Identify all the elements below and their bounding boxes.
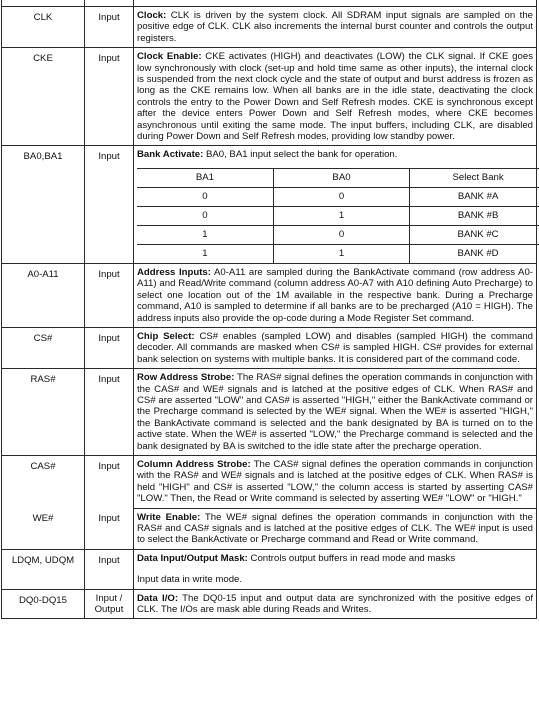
bank-cell: 0	[137, 206, 273, 225]
bank-table-row	[137, 187, 539, 206]
bank-table-row	[137, 225, 539, 244]
table-row-ras	[2, 369, 537, 456]
description-term: Clock:	[137, 10, 167, 21]
description-term: Row Address Strobe:	[137, 372, 235, 384]
pin-description	[134, 48, 537, 146]
table-row-address	[2, 263, 537, 327]
description-text: The DQ0-15 input and output data are synchronized with the positive edges of CLK. The I/Os are mask able during Reads and Writes.	[137, 592, 533, 616]
description-text: Controls output buffers in read mode and masks	[247, 552, 456, 564]
bank-cell: BANK #D	[410, 244, 539, 263]
bank-select-table	[137, 168, 539, 263]
description-text: BA0, BA1 input select the bank for operation.	[203, 149, 398, 161]
description-term: Write Enable:	[137, 511, 201, 523]
table-row-cke	[2, 48, 537, 146]
bank-cell: 0	[273, 225, 409, 244]
pin-type: Input	[85, 7, 134, 48]
description-term: Data Input/Output Mask:	[137, 552, 248, 564]
bank-cell: 1	[137, 225, 273, 244]
table-row-cs	[2, 327, 537, 368]
description-text: The CAS# signal defines the operation commands in conjunction with the RAS# and WE# signals and is latched at the positive edges of CLK. When RAS# is held "HIGH" and CS# is asserted "LOW," the column access is started by asserting CAS# "LOW." Then, the Read or Write command is selected by asserting WE# "LOW" or "HIGH."	[137, 458, 533, 505]
pin-name: WE#	[2, 508, 85, 549]
description-term: Chip Select:	[137, 330, 195, 342]
description-text: CS# enables (sampled LOW) and disables (sampled HIGH) the command decoder. All commands are masked when CS# is sampled HIGH. CS# provides for external bank selection on systems with multiple banks. It is considered part of the command code.	[137, 330, 533, 365]
bank-cell: 1	[273, 206, 409, 225]
pin-name: LDQM, UDQM	[2, 549, 85, 589]
pin-description	[134, 263, 537, 327]
description-text: CLK is driven by the system clock. All SDRAM input signals are sampled on the positive edge of CLK. CLK also increments the internal burst counter and controls the output registers.	[137, 10, 533, 44]
pin-name: A0-A11	[2, 263, 85, 327]
table-row-cas	[2, 455, 537, 508]
pin-description-table	[1, 0, 537, 619]
description-text-2: Input data in write mode.	[137, 574, 243, 586]
pin-type: Input	[85, 48, 134, 146]
pin-type: Input	[85, 455, 134, 508]
bank-cell: 1	[137, 244, 273, 263]
pin-description	[134, 369, 537, 456]
description-term: Clock Enable:	[137, 51, 202, 63]
table-row-clk	[2, 7, 537, 48]
description-term: Column Address Strobe:	[137, 458, 251, 470]
bank-cell: BANK #A	[410, 187, 539, 206]
bank-cell: 1	[273, 244, 409, 263]
pin-type: Input	[85, 327, 134, 368]
pin-name: CKE	[2, 48, 85, 146]
description-text: The WE# signal defines the operation commands in conjunction with the RAS# and CAS# signals and is latched at the positive edges of CLK. The WE# input is used to select the BankActivate or Precharge command and Read or Write command.	[137, 511, 533, 546]
bank-cell: 0	[273, 187, 409, 206]
pin-type: Input	[85, 549, 134, 589]
table-row-we	[2, 508, 537, 549]
pin-name: BA0,BA1	[2, 146, 85, 263]
bank-col-ba0: BA0	[273, 168, 409, 187]
pin-description	[134, 508, 537, 549]
pin-name: CS#	[2, 327, 85, 368]
pin-description	[134, 549, 537, 589]
pin-type: Input / Output	[85, 589, 134, 619]
table-row-dq	[2, 589, 537, 619]
pin-name: CAS#	[2, 455, 85, 508]
bank-table-header	[137, 168, 539, 187]
pin-type: Input	[85, 146, 134, 263]
bank-col-ba1: BA1	[137, 168, 273, 187]
pin-description	[134, 455, 537, 508]
description-term: Address Inputs:	[137, 266, 211, 278]
pin-name: CLK	[2, 7, 85, 48]
bank-cell: BANK #B	[410, 206, 539, 225]
bank-cell: 0	[137, 187, 273, 206]
pin-description	[134, 146, 537, 263]
bank-table-row	[137, 206, 539, 225]
pin-name: DQ0-DQ15	[2, 589, 85, 619]
description-text: The RAS# signal defines the operation commands in conjunction with the CAS# and WE# signals and is latched at the positive edges of CLK. When RAS# and CS# are asserted "LOW" and CAS# is asserted "HIGH," either the BankActivate command or the Precharge command is selected by the WE# signal. When the WE# is asserted "HIGH," the BankActivate command is selected and the bank designated by BA is turned on to the active state. When the WE# is asserted "LOW," the Precharge command is selected and the bank designated by BA is switched to the idle state after the precharge operation.	[137, 372, 533, 452]
bank-col-select: Select Bank	[410, 168, 539, 187]
table-row-dqm	[2, 549, 537, 589]
pin-description	[134, 327, 537, 368]
pin-type: Input	[85, 369, 134, 456]
description-text: A0-A11 are sampled during the BankActivate command (row address A0-A11) and Read/Write command (column address A0-A7 with A10 defining Auto Precharge) to select one location out of the 1M available in the respective bank. During a Precharge command, A10 is sampled to determine if all banks are to be precharged (A10 = HIGH). The address inputs also provide the op-code during a Mode Register Set command.	[137, 266, 533, 324]
table-row-ba	[2, 146, 537, 263]
bank-cell: BANK #C	[410, 225, 539, 244]
pin-name: RAS#	[2, 369, 85, 456]
description-term: Bank Activate:	[137, 149, 204, 161]
bank-table-row	[137, 244, 539, 263]
description-text: CKE activates (HIGH) and deactivates (LOW) the CLK signal. If CKE goes low synchronously with clock (set-up and hold time same as other inputs), the internal clock is suspended from the next clock cycle and the state of output and burst address is frozen as long as the CKE remains low. When all banks are in the idle state, deactivating the clock controls the entry to the Power Down and Self Refresh modes. CKE is synchronous except after the device enters Power Down and Self Refresh modes, where CKE becomes asynchronous until exiting the same mode. The input buffers, including CLK, are disabled during Power Down and Self Refresh modes, providing low standby power.	[137, 51, 533, 143]
description-term: Data I/O:	[137, 592, 179, 604]
pin-type: Input	[85, 508, 134, 549]
pin-description	[134, 7, 537, 48]
pin-type: Input	[85, 263, 134, 327]
pin-description	[134, 589, 537, 619]
